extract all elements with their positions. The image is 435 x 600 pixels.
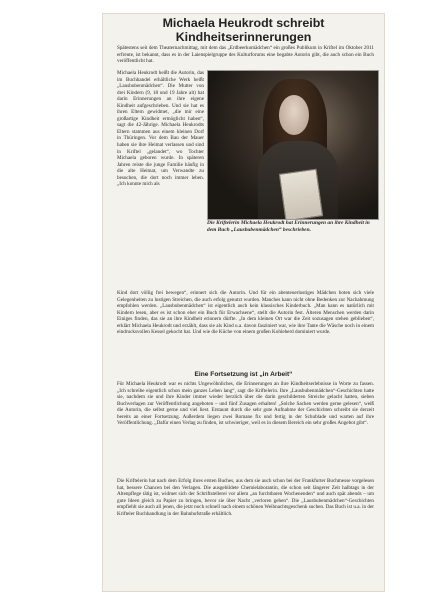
after-photo-paragraph	[117, 290, 374, 336]
left-column	[117, 70, 204, 188]
left-column-text: Michaela Heukrodt heißt die Autorin, das im Buchhandel erhältliche Werk heißt „Lausbubenmädchen“. Die Mutter von drei Kindern (9, 18 und 19 Jahre alt) hat darin Erinnerungen an ihre eigene Kindheit aufgeschrieben. Und sie hat es ihren Eltern gewidmet, „die mir eine großartige Kindheit ermöglicht haben“, sagt die 42-Jährige. Michaela Heukrodts Eltern stammen aus einem kleinen Dorf in Thüringen. Vor dem Bau der Mauer haben sie ihre Heimat verlassen und sind in Kriftel „gelandet“, wo Tochter Michaela geboren wurde. In späteren Jahren reiste die junge Familie häufig in die alte Heimat, um Verwandte zu besuchen, die dort noch immer leben. „Ich konnte mich als	[117, 70, 204, 188]
intro-text: Spätestens seit dem Theaternachmittag, mit dem das „Erdbeerkomädchen“ ein großes Publikum in Kriftel im Oktober 2011 erfreute, ist bekannt, dass es in der Laienspielgruppe des Kulturforums eine begabte Autorin gibt, die auch schon ein Buch veröffentlicht hat.	[117, 45, 374, 65]
author-photo	[207, 70, 379, 220]
section2-text-1: Für Michaela Heukrodt war es nichts Ungewöhnliches, die Erinnerungen an ihre Kindheitserlebnisse in Worte zu fassen. „Ich schreibe eigentlich schon mein ganzes Leben lang“, sagt die Kriftelerin. Ihre „Lausbubenmädchen“-Geschichten hatte sie, nachdem sie und ihre Kinder immer wieder herzlich über die darin geschilderten Streiche gelacht hatten, sieben Buchverlagen zur Veröffentlichung angeboten – und fünf Zusagen erhalten! „Solche Sachen werden gerne gelesen“, weiß die Autorin, die selbst gerne und viel liest. Erstaunt durch die sehr gute Aufnahme der Geschichten schreibt sie derzeit bereits an einer Fortsetzung. Außerdem liegen zwei Romane fix und fertig in der Schublade und warten auf ihre Veröffentlichung. „Dafür einen Verlag zu finden, ist schwieriger, weil es in diesem Bereich ein sehr großes Angebot gibt“.	[117, 381, 374, 427]
section-subheading: Eine Fortsetzung ist „in Arbeit“	[194, 371, 293, 378]
section2-paragraph-2	[117, 478, 374, 517]
headline-line-1: Michaela Heukrodt schreibt	[162, 16, 325, 30]
section2-text-2: Die Kriftelerin hat nach dem Erfolg ihres ersten Buches, aus dem sie auch schon bei der Frankfurter Buchmesse vorgelesen hat, bessere Chancen bei den Verlagen. Die ausgebildete Chemielaborantin, die schon seit längerer Zeit halbtags in der Altenpflege tätig ist, widmet sich der Schriftstellerei vor allem „an furchtbaren Wochenenden“ und auch spät abends – um gute Ideen gleich zu Papier zu bringen, bevor sie über Nacht „verloren gehen“. Die „Lausbubenmädchen“-Geschichten empfiehlt sie auch all jenen, die jetzt noch schnell nach einem schönen Weihnachtsgeschenk suchen. Das Buch ist u.a. in der Krifteler Buchhandlung in der Bahnhofstraße erhältlich.	[117, 478, 374, 517]
after-photo-text: Kind dort völlig frei bewegen“, erinnert sich die Autorin. Und für ein abenteuerlustiges Mädchen boten sich viele Gelegenheiten zu lustigen Streichen, die auch erfolg genutzt wurden. Manches kann nicht ohne Bedenken zur Nachahmung empfohlen werden. „Lausbubenmädchen“ ist eigentlich auch kein klassisches Kinderbuch. „Man kann es natürlich mit Kindern lesen, aber es ist schon eher ein Buch für Erwachsene“, stellt die Autorin fest. Älteren Menschen werden darin Einiges finden, das sie an ihre Kindheit erinnern dürfte. „In dem kleinen Ort war die Zeit sozusagen stehen geblieben“, erklärt Michaela Heukrodt und erzählt, dass sie als Kind u.a. davon fasziniert war, wie ihre Tante die Wäsche noch in einem eindrucksvollen Kessel gekocht hat. Und wie die Küche von einem großen Kohleherd dominiert wurde.	[117, 290, 374, 336]
newspaper-clipping	[103, 14, 384, 591]
photo-caption: Die Kriftelerin Michaela Heukrodt hat Erinnerungen an ihre Kindheit in dem Buch „Lausbubenmädchen“ beschrieben.	[207, 220, 370, 233]
book-image	[279, 169, 323, 220]
section2-paragraph-1	[117, 381, 374, 427]
article-headline	[103, 16, 384, 44]
headline-line-2: Kindheitserinnerungen	[175, 30, 312, 44]
intro-paragraph	[117, 45, 374, 65]
